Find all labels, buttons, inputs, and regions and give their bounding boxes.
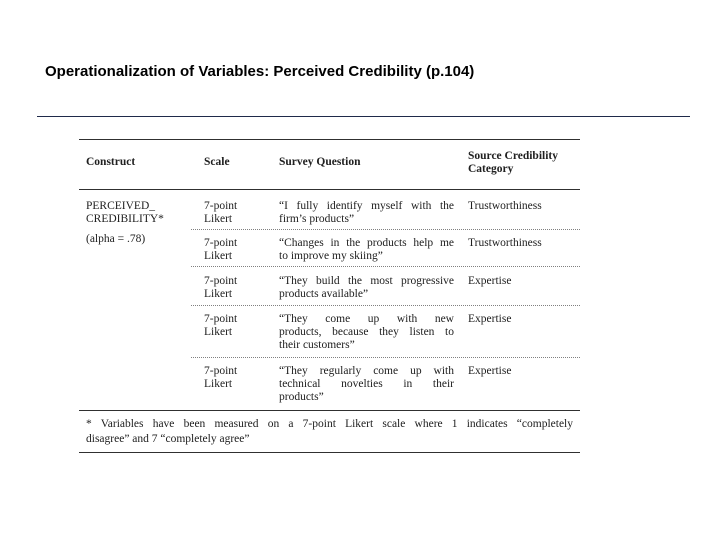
row2-scale-line1: 7-point	[204, 237, 238, 249]
title-underline	[37, 116, 690, 117]
table-top-rule	[79, 139, 580, 140]
header-construct: Construct	[86, 156, 136, 168]
row4-scale-line2: Likert	[204, 326, 233, 338]
row3-scale-line2: Likert	[204, 288, 233, 300]
row1-scale-line1: 7-point	[204, 200, 238, 212]
header-scale: Scale	[204, 156, 230, 168]
row5-question-line3: products”	[279, 391, 324, 403]
row4-question-line2: products, because they listen to	[279, 326, 454, 338]
row1-category: Trustworthiness	[468, 200, 542, 212]
slide-title: Operationalization of Variables: Perceived Credibility (p.104)	[45, 63, 475, 80]
row1-question-line2: firm’s products”	[279, 213, 355, 225]
header-category-line2: Category	[468, 163, 514, 175]
row5-question-line2: technical novelties in their	[279, 378, 454, 390]
header-survey-question: Survey Question	[279, 156, 361, 168]
row5-scale-line1: 7-point	[204, 365, 238, 377]
row2-divider	[191, 266, 580, 267]
row4-category: Expertise	[468, 313, 512, 325]
row3-question-line2: products available”	[279, 288, 369, 300]
row2-question-line2: to improve my skiing”	[279, 250, 383, 262]
row4-divider	[191, 357, 580, 358]
row5-question-line1: “They regularly come up with	[279, 365, 454, 377]
footnote-bottom-rule	[79, 452, 580, 453]
row2-scale-line2: Likert	[204, 250, 233, 262]
construct-alpha: (alpha = .78)	[86, 233, 146, 245]
row4-scale-line1: 7-point	[204, 313, 238, 325]
row4-question-line3: their customers”	[279, 339, 355, 351]
row1-scale-line2: Likert	[204, 213, 233, 225]
header-category-line1: Source Credibility	[468, 150, 558, 162]
construct-name-line1: PERCEIVED_	[86, 200, 155, 212]
row5-scale-line2: Likert	[204, 378, 233, 390]
row1-question-line1: “I fully identify myself with the	[279, 200, 454, 212]
header-bottom-rule	[79, 189, 580, 190]
row2-question-line1: “Changes in the products help me	[279, 237, 454, 249]
table-bottom-rule	[79, 410, 580, 411]
row4-question-line1: “They come up with new	[279, 313, 454, 325]
footnote-line2: disagree” and 7 “completely agree”	[86, 433, 250, 445]
row3-scale-line1: 7-point	[204, 275, 238, 287]
row3-question-line1: “They build the most progressive	[279, 275, 454, 287]
footnote-line1: * Variables have been measured on a 7-point Likert scale where 1 indicates “completely	[86, 418, 573, 430]
row5-category: Expertise	[468, 365, 512, 377]
row3-divider	[191, 305, 580, 306]
row2-category: Trustworthiness	[468, 237, 542, 249]
row1-divider	[191, 229, 580, 230]
row3-category: Expertise	[468, 275, 512, 287]
construct-name-line2: CREDIBILITY*	[86, 213, 164, 225]
